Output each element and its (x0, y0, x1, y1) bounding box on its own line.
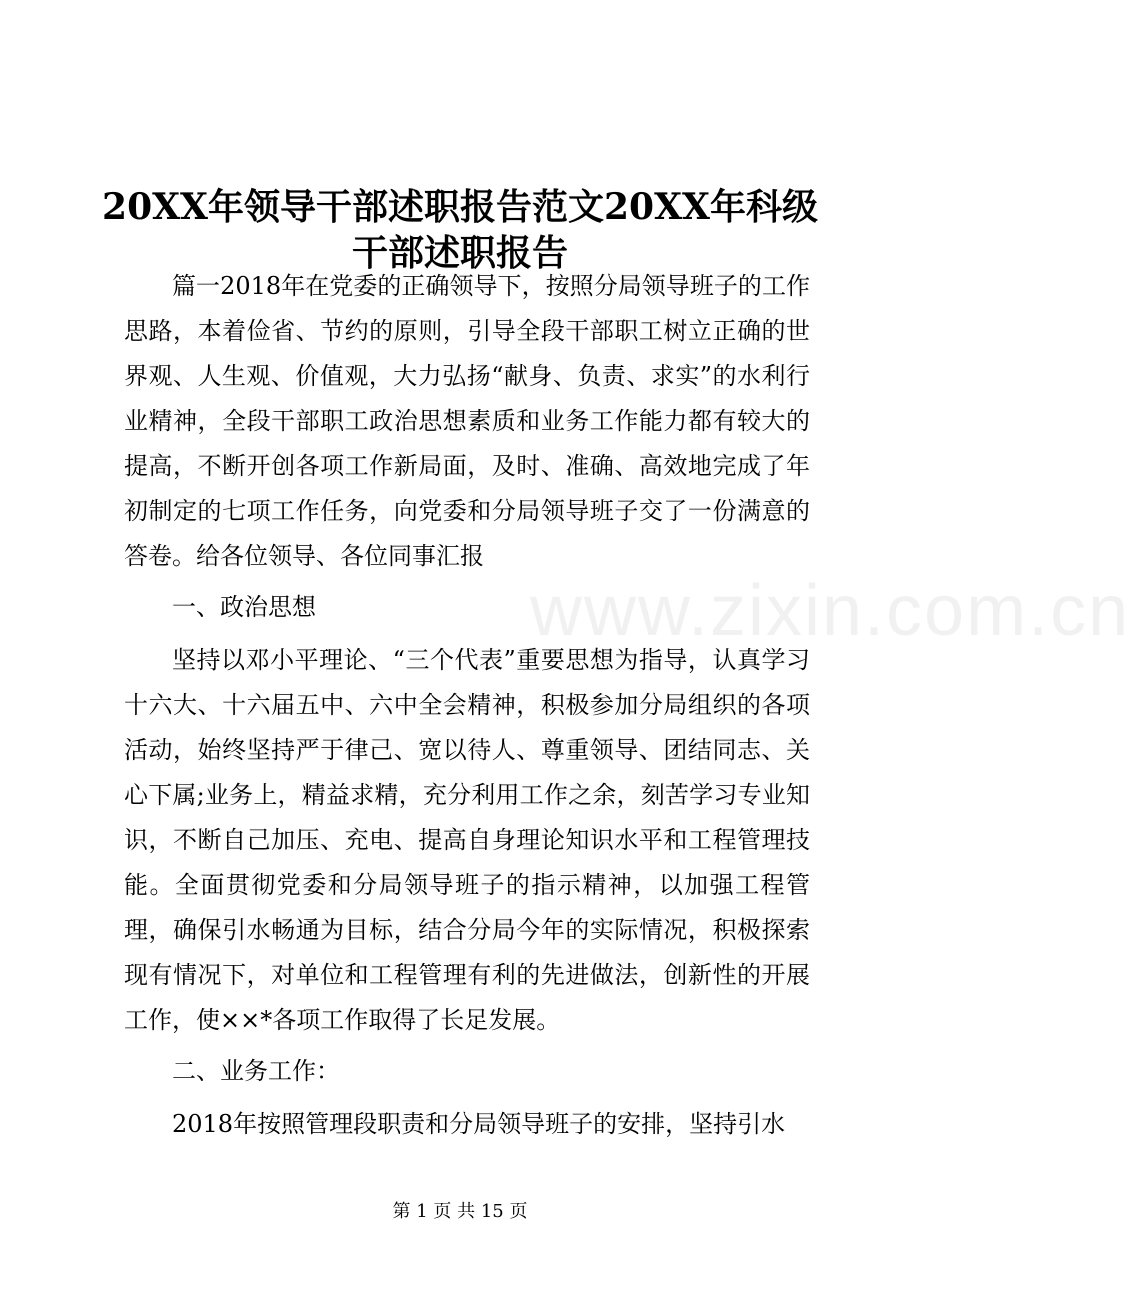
section-heading-politics: 一、政治思想 (172, 593, 316, 621)
paragraph-business: 2018年按照管理段职责和分局领导班子的安排，坚持引水 (172, 1110, 786, 1138)
document-title: 20XX年领导干部述职报告范文20XX年科级干部述职报告 (102, 186, 818, 275)
paragraph-intro: 篇一2018年在党委的正确领导下，按照分局领导班子的工作思路，本着俭省、节约的原则，引导全段干部职工树立正确的世界观、人生观、价值观，大力弘扬“献身、负责、求实”的水利行业精神，全段干部职工政治思想素质和业务工作能力都有较大的提高，不断开创各项工作新局面，及时、准确、高效地完成了年初制定的七项工作任务，向党委和分局领导班子交了一份满意的答卷。给各位领导、各位同事汇报 (124, 272, 810, 570)
document-body (124, 264, 810, 1149)
section-heading-business: 二、业务工作： (172, 1057, 340, 1085)
page-footer: 第 1 页 共 15 页 (392, 1201, 528, 1222)
watermark: www.zixin.com.cn (530, 571, 1130, 651)
paragraph-politics: 坚持以邓小平理论、“三个代表”重要思想为指导，认真学习十六大、十六届五中、六中全会精神，积极参加分局组织的各项活动，始终坚持严于律己、宽以待人、尊重领导、团结同志、关心下属;业务上，精益求精，充分利用工作之余，刻苦学习专业知识，不断自己加压、充电、提高自身理论知识水平和工程管理技能。全面贯彻党委和分局领导班子的指示精神，以加强工程管理，确保引水畅通为目标，结合分局今年的实际情况，积极探索现有情况下，对单位和工程管理有利的先进做法，创新性的开展工作，使××*各项工作取得了长足发展。 (124, 646, 810, 1034)
